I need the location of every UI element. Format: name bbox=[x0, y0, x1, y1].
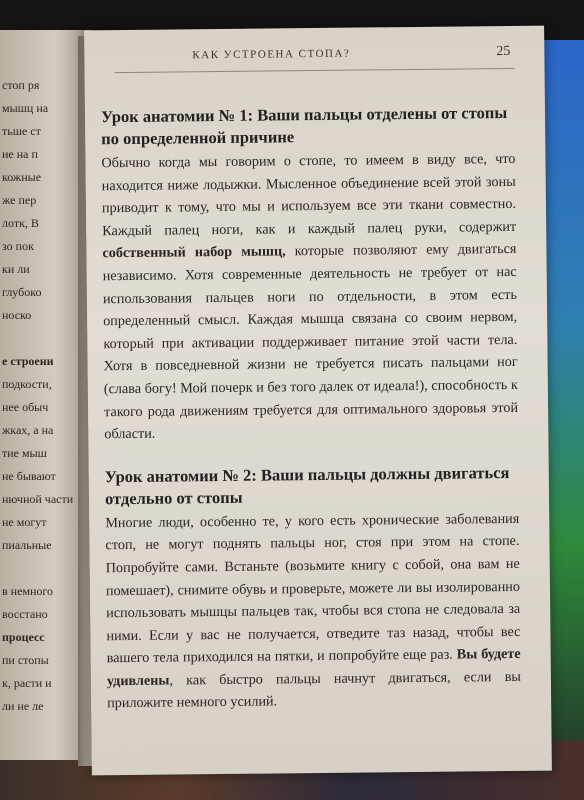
left-page-line: кожные bbox=[2, 170, 42, 184]
left-page-line: ли не ле bbox=[2, 699, 44, 713]
lesson-2-heading: Урок анатомии № 2: Ваши пальцы должны двигаться отдельно от стопы bbox=[104, 462, 510, 508]
left-page-line: мышц на bbox=[2, 101, 49, 115]
left-page-line: же пер bbox=[2, 193, 37, 207]
left-page-line: зо пок bbox=[2, 239, 34, 253]
left-page-line: процесс bbox=[2, 630, 45, 644]
left-page-line: стоп ря bbox=[2, 78, 40, 92]
left-page-line: не могут bbox=[2, 515, 47, 529]
running-header bbox=[114, 44, 514, 73]
left-page-line: восстано bbox=[2, 607, 48, 621]
lesson-1-bold: собственный набор мышц, bbox=[102, 243, 286, 262]
left-page-line: носко bbox=[2, 308, 32, 322]
page-number: 25 bbox=[496, 43, 511, 60]
left-page-line: ие на п bbox=[2, 147, 38, 161]
left-page-line: е строени bbox=[2, 354, 54, 368]
lesson-2-bold: Вы будете удивлены bbox=[106, 646, 521, 690]
left-page-line: нее обыч bbox=[2, 400, 49, 414]
left-page-line: глубоко bbox=[2, 285, 42, 299]
left-page-line: пиальные bbox=[2, 538, 52, 552]
left-page-line: в немного bbox=[2, 584, 54, 598]
lesson-1-paragraph bbox=[101, 148, 518, 446]
left-page-line: ки ли bbox=[2, 262, 30, 276]
left-page-line: жках, а на bbox=[2, 423, 54, 437]
left-page-line: нючной части bbox=[2, 492, 74, 506]
lesson-1-heading: Урок анатомии № 1: Ваши пальцы отделены от стопы по определенной причине bbox=[100, 103, 508, 149]
left-page-line: не бывают bbox=[2, 469, 56, 483]
left-page-line: пи стопы bbox=[2, 653, 49, 667]
left-page-line: лотк, В bbox=[2, 216, 39, 230]
lesson-2-text-b: , как быстро пальцы начнут двигаться, если вы приложите немного усилий. bbox=[107, 668, 521, 712]
header-title: КАК УСТРОЕНА СТОПА? bbox=[192, 47, 351, 62]
lesson-1-text-b: которые позволяют ему двигаться независимо. Хотя современные деятельность не требует от нас использования пальцев ноги по отдельности, в этом есть определенный смысл. Каждая мышца связана со своим нервом, который при активации поддерживает питание этой части тела. Хотя в повседневной жизни не требуется писать пальцами ног (слава богу! Мой почерк и без того далек от идеала!), способность к такого рода движениям требуется для оптимального здоровья этой области. bbox=[102, 241, 519, 443]
page-content bbox=[101, 102, 521, 715]
lesson-1-text-a: Обычно когда мы говорим о стопе, то имеем в виду все, что находится ниже лодыжки. Мысленное объединение всей этой зоны приводит к тому, что мы и используем все эти ткани совместно. Каждый палец ноги, как и каждый палец руки, содержит bbox=[101, 150, 517, 240]
right-page bbox=[84, 26, 552, 776]
left-page-line: тие мыш bbox=[2, 446, 47, 460]
lesson-2-paragraph bbox=[105, 508, 521, 716]
left-page-line: подкости, bbox=[2, 377, 52, 391]
left-page-line: к, расти и bbox=[2, 676, 52, 690]
lesson-2-text-a: Многие люди, особенно те, у кого есть хронические заболевания стоп, не могут поднять пальцы ног, стоя при этом на стопе. Попробуйте сами. Встаньте (возьмите книгу с собой, она вам не помешает), снимите обувь и проверьте, можете ли вы изолированно использовать мышцы пальцев так, чтобы вся стопа не следовала за ними. Если у вас не получается, отведите таз назад, чтобы вес вашего тела приходился на пятки, и попробуйте еще раз. bbox=[105, 510, 521, 667]
left-page-line: тьше ст bbox=[2, 124, 41, 138]
